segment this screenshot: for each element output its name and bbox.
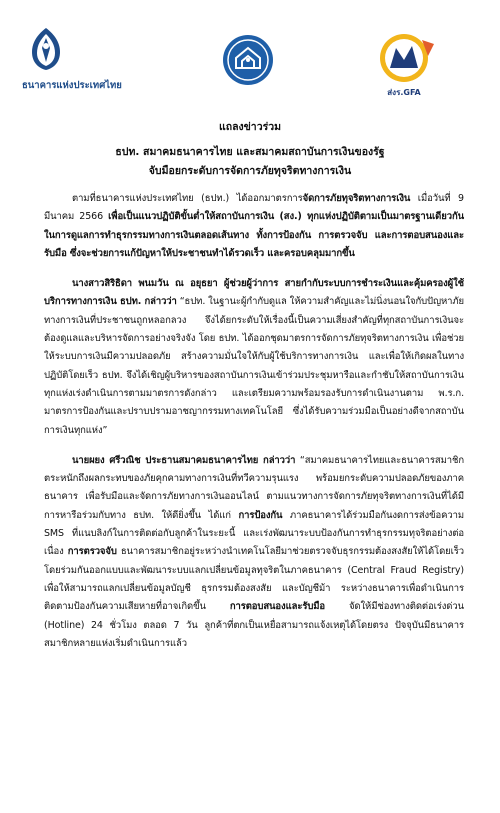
title-line-1: ธปท. สมาคมธนาคารไทย และสมาคมสถาบันการเงินของรัฐ (115, 146, 385, 158)
paragraph-1 (44, 190, 464, 263)
document-label: แถลงข่าวร่วม (218, 121, 282, 133)
page-title (0, 143, 500, 181)
bot-logo (22, 26, 152, 93)
p1-bold-1: จัดการภัยทุจริตทางการเงิน (302, 193, 411, 204)
paragraph-2 (44, 275, 464, 440)
gfa-label: ส่งร.GFA (387, 88, 421, 97)
p1-text-2: เมื่อวันที่ 9 มีนาคม 2566 (44, 193, 464, 223)
p3-bold-response: การตอบสนองและรับมือ (229, 601, 326, 613)
p3-text-3: ธนาคารสมาชิกอยู่ระหว่างนำเทคโนโลยีมาช่วยตรวจจับธุรกรรมต้องสงสัยให้ได้โดยเร็ว โดยร่วมกันออกแบบและพัฒนาระบบแลกเปลี่ยนข้อมูลทุจริตในภาคธนาคาร (Central Fraud Registry) เพื่อให้สามารถแลกเปลี่ยนข้อมูลบัญชี ธุรกรรมต้องสงสัย และบัญชีม้า ระหว่างธนาคารเพื่อดำเนินการติดตามป้องกันความเสียหายที่อาจเกิดขึ้น (44, 546, 464, 613)
title-line-2: จับมือยกระดับการจัดการภัยทุจริตทางการเงิน (148, 165, 352, 177)
p3-speaker: นายผยง ศรีวณิช ประธานสมาคมธนาคารไทย กล่าวว่า (72, 454, 296, 466)
p3-text-2: ภาคธนาคารได้ร่วมมือกันงดการส่งข้อความ SMS ที่แนบลิงก์ในการติดต่อกับลูกค้าในระยะนี้ และเร่งพัฒนาระบบป้องกันการทำธุรกรรมทุจริตอย่างต่อเนื่อง (44, 509, 464, 558)
p3-text-4: จัดให้มีช่องทางติดต่อเร่งด่วน (Hotline) 24 ชั่วโมง ตลอด 7 วัน ลูกค้าที่ตกเป็นเหยื่อสามารถแจ้งเหตุได้โดยตรง ปัจจุบันมีธนาคารสมาชิกหลายแห่งเริ่มดำเนินการแล้ว (44, 601, 464, 649)
bot-name: ธนาคารแห่งประเทศไทย (22, 80, 122, 91)
gfa-logo (372, 30, 452, 100)
logo-header (0, 0, 500, 100)
p3-bold-prevention: การป้องกัน (238, 509, 283, 521)
p1-text: ตามที่ธนาคารแห่งประเทศไทย (ธปท.) ได้ออกมาตรการ (72, 193, 303, 204)
tba-logo-icon (222, 34, 274, 86)
paragraph-3 (44, 452, 464, 653)
p2-quote: “ธปท. ในฐานะผู้กำกับดูแล ให้ความสำคัญและไม่นิ่งนอนใจกับปัญหาภัยทางการเงินที่ประชาชนถูกหลอกลวง จึงได้ยกระดับให้เรื่องนี้เป็นความเสี่ยงสำคัญที่ทุกสถาบันการเงินจะต้องดูแลและบริหารจัดการอย่างจริงจัง โดย ธปท. ได้ออกชุดมาตรการจัดการภัยทุจริตทางการเงิน เพื่อช่วยให้ระบบการเงินมีความปลอดภัย สร้างความมั่นใจให้กับผู้ใช้บริการทางการเงิน และเพื่อให้เกิดผลในทางปฏิบัติโดยเร็ว ธปท. จึงได้เชิญผู้บริหารของสถาบันการเงินเข้าร่วมประชุมหารือและกำชับให้สถาบันการเงินทุกแห่งเร่งดำเนินการตามมาตรการดังกล่าว และเตรียมความพร้อมรองรับการดำเนินงานตาม พ.ร.ก. มาตรการป้องกันและปราบปรามอาชญากรรมทางเทคโนโลยี ซึ่งได้รับความร่วมมือเป็นอย่างดีจากสถาบันการเงินทุกแห่ง” (44, 296, 464, 436)
bot-emblem-icon (26, 26, 66, 72)
p1-bold-2: เพื่อเป็นแนวปฏิบัติขั้นต่ำให้สถาบันการเงิน (สง.) ทุกแห่งปฏิบัติตามเป็นมาตรฐานเดียวกันในการดูแลการทำธุรกรรมทางการเงินตลอดเส้นทาง ทั้งการป้องกัน การตรวจจับ และการตอบสนองและรับมือ ซึ่งจะช่วยการแก้ปัญหาให้ประชาชนทำได้รวดเร็ว และครอบคลุมมากขึ้น (44, 211, 464, 259)
p2-speaker: นางสาวสิริธิดา พนมวัน ณ อยุธยา ผู้ช่วยผู้ว่าการ สายกำกับระบบการชำระเงินและคุ้มครองผู้ใช้บริการทางการเงิน ธปท. กล่าวว่า (44, 278, 464, 308)
p3-bold-detection: การตรวจจับ (67, 546, 117, 558)
press-release-body (44, 190, 464, 665)
p3-text-1: “สมาคมธนาคารไทยและธนาคารสมาชิก ตระหนักถึงผลกระทบของภัยคุกคามทางการเงินที่ทวีความรุนแรง พร้อมยกระดับความปลอดภัยของภาคธนาคาร เพื่อรับมือและจัดการภัยทางการเงินออนไลน์ ตามแนวทางการจัดการภัยทุจริตทางการเงินที่ได้มีการหารือร่วมกับทาง ธปท. ให้ดียิ่งขึ้น ได้แก่ (44, 454, 464, 521)
gfa-emblem-icon (372, 30, 452, 86)
